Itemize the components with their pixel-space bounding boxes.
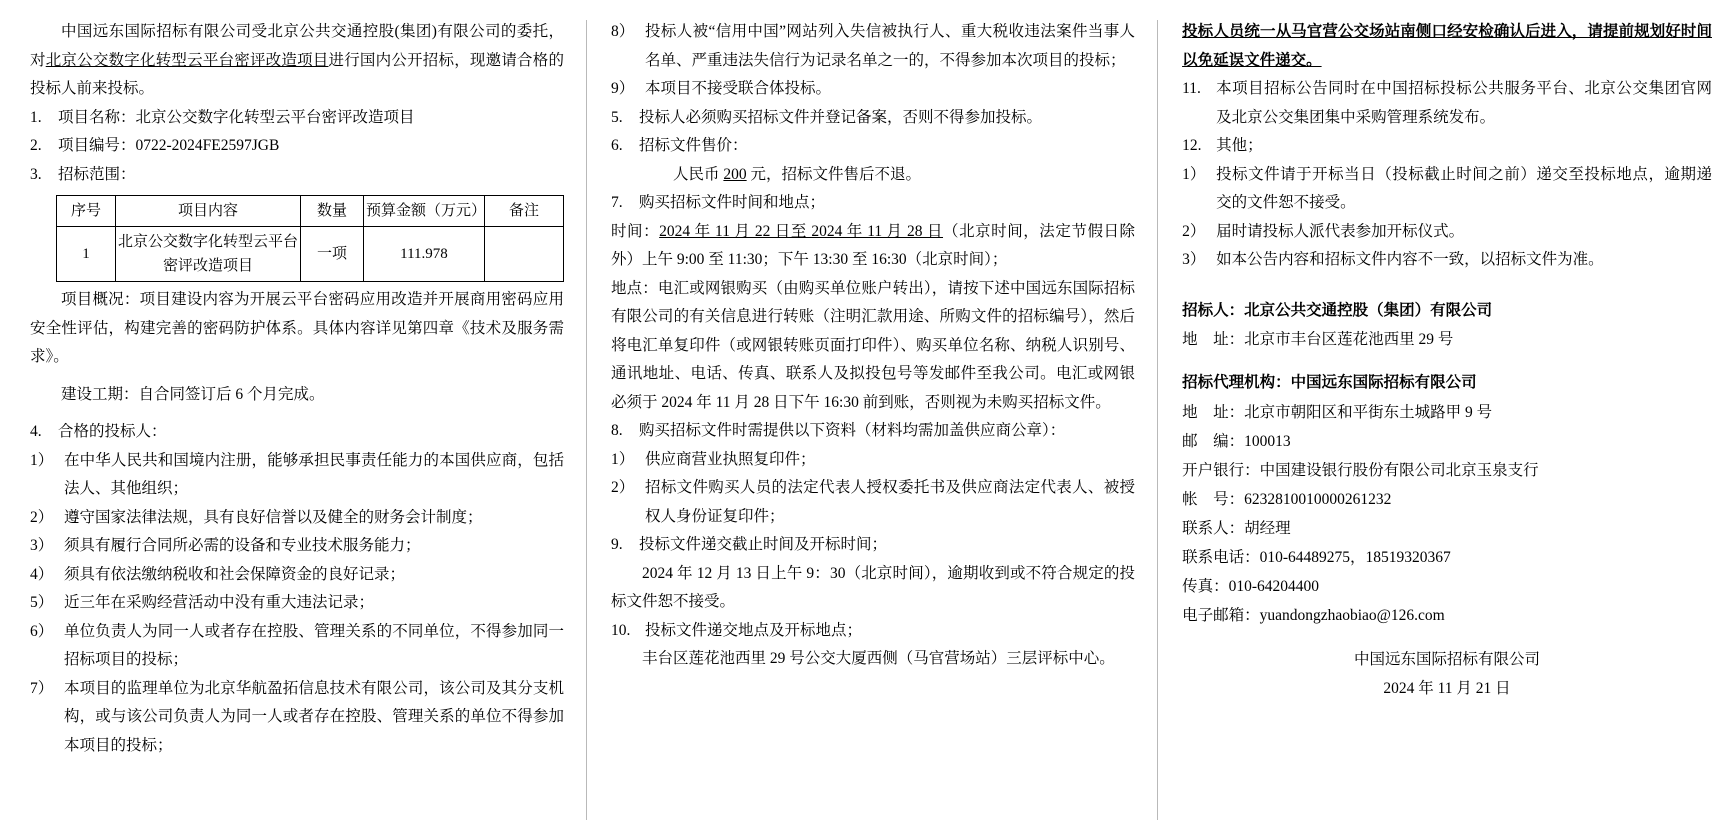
item-marker: 1） <box>1182 165 1206 183</box>
item-marker: 1） <box>30 451 54 469</box>
item-text: 其他； <box>1216 137 1263 154</box>
field-value: 100013 <box>1244 432 1291 450</box>
agency-field-fax <box>1182 572 1712 601</box>
item-marker: 2） <box>30 508 54 526</box>
list-item <box>30 589 564 618</box>
field-value: 北京市朝阳区和平街东土城路甲 9 号 <box>1244 403 1493 421</box>
item-marker: 3. <box>30 165 42 183</box>
entry-notice: 投标人员统一从马官营公交场站南侧口经安检确认后进入，请提前规划好时间以免延误文件递交。 <box>1182 23 1712 69</box>
item-marker: 3） <box>30 537 54 554</box>
list-item <box>611 132 1135 161</box>
column-left <box>12 18 586 822</box>
column-header-note: 备注 <box>485 196 564 227</box>
list-item <box>611 189 1135 218</box>
item-text: 投标人被“信用中国”网站列入失信被执行人、重大税收违法案件当事人名单、严重违法失信行为记录名单之一的，不得参加本次项目的投标； <box>645 23 1136 69</box>
item-marker: 9） <box>611 80 635 97</box>
field-label: 开户银行： <box>1182 461 1260 479</box>
field-label: 传真： <box>1182 577 1229 595</box>
item-text: 购买招标文件时需提供以下资料（材料均需加盖供应商公章）： <box>639 422 1066 439</box>
list-item <box>30 132 564 161</box>
column-header-amount: 预算金额（万元） <box>364 196 485 227</box>
field-value: 胡经理 <box>1244 519 1291 537</box>
field-label: 联系人： <box>1182 519 1245 537</box>
list-item <box>611 18 1135 75</box>
field-value: 中国建设银行股份有限公司北京玉泉支行 <box>1259 461 1539 479</box>
intro-text-part2: 进行国内公开招标，现邀请合格的投标人前来投标。 <box>30 51 564 97</box>
item-text: 项目编号：0722-2024FE2597JGB <box>58 137 280 154</box>
intro-project-underline: 北京公交数字化转型云平台密评改造项目 <box>45 51 329 69</box>
item-text: 届时请投标人派代表参加开标仪式。 <box>1216 222 1465 240</box>
column-header-name: 项目内容 <box>116 196 301 227</box>
price-prefix: 人民币 <box>673 165 724 183</box>
column-right <box>1158 18 1722 822</box>
list-item <box>611 474 1135 531</box>
item-marker: 9. <box>611 536 623 553</box>
item-marker: 1） <box>611 450 635 468</box>
agency-field-email <box>1182 601 1712 630</box>
agency-field-address <box>1182 398 1712 427</box>
item-marker: 6） <box>30 622 54 640</box>
project-overview: 项目概况：项目建设内容为开展云平台密码应用改造并开展商用密码应用安全性评估，构建完善的密码防护体系。具体内容详见第四章《技术及服务需求》。 <box>30 291 564 365</box>
item-marker: 5. <box>611 108 623 126</box>
item-text: 项目名称：北京公交数字化转型云平台密评改造项目 <box>58 108 415 126</box>
item-text: 合格的投标人： <box>58 423 167 440</box>
item-marker: 3） <box>1182 251 1206 268</box>
item-text: 本项目招标公告同时在中国招标投标公共服务平台、北京公交集团官网及北京公交集团集中采购管理系统发布。 <box>1216 80 1712 126</box>
item-marker: 7. <box>611 194 623 211</box>
time-range: 2024 年 11 月 22 日至 2024 年 11 月 28 日 <box>659 222 944 240</box>
item-text: 招标文件售价： <box>639 137 748 154</box>
item-text: 购买招标文件时间和地点； <box>639 194 826 211</box>
list-item <box>1182 161 1712 218</box>
list-item <box>30 418 564 447</box>
field-label: 帐 号： <box>1182 490 1245 508</box>
item-text: 投标人必须购买招标文件并登记备案，否则不得参加投标。 <box>639 108 1043 126</box>
bid-location-text: 丰台区莲花池西里 29 号公交大厦西侧（马官营场站）三层评标中心。 <box>642 650 1115 667</box>
item-text: 本项目不接受联合体投标。 <box>645 80 832 97</box>
item-text: 近三年在采购经营活动中没有重大违法记录； <box>64 594 375 611</box>
time-label: 时间： <box>611 222 660 240</box>
item-text: 须具有依法缴纳税收和社会保障资金的良好记录； <box>64 565 406 583</box>
item-text: 招标文件购买人员的法定代表人授权委托书及供应商法定代表人、被授权人身份证复印件； <box>645 479 1136 525</box>
item-marker: 4. <box>30 423 42 440</box>
item-marker: 2） <box>611 479 635 496</box>
list-item <box>1182 75 1712 132</box>
item-marker: 2） <box>1182 222 1206 240</box>
list-item <box>611 531 1135 560</box>
bid-deadline-text: 2024 年 12 月 13 日上午 9：30（北京时间），逾期收到或不符合规定的投标文件恕不接受。 <box>611 564 1136 610</box>
item-marker: 8. <box>611 422 623 439</box>
field-label: 地 址： <box>1182 403 1245 421</box>
intro-paragraph <box>30 18 564 104</box>
list-item <box>1182 132 1712 161</box>
item-text: 本项目的监理单位为北京华航盈拓信息技术有限公司，该公司及其分支机构，或与该公司负责人为同一人或者存在控股、管理关系的单位不得参加本项目的投标； <box>64 679 564 754</box>
list-item <box>1182 246 1712 275</box>
agency-field-account <box>1182 485 1712 514</box>
list-item <box>611 417 1135 446</box>
agency-field-phone <box>1182 543 1712 572</box>
field-label: 电子邮箱： <box>1182 606 1260 624</box>
signature-date: 2024 年 11 月 21 日 <box>1383 679 1511 697</box>
item-text: 遵守国家法律法规，具有良好信誉以及健全的财务会计制度； <box>64 508 483 526</box>
cell-seq: 1 <box>57 227 116 282</box>
cell-qty: 一项 <box>301 227 364 282</box>
list-item <box>30 104 564 133</box>
list-item <box>611 446 1135 475</box>
list-item <box>611 617 1135 646</box>
list-item <box>1182 218 1712 247</box>
item-text: 投标文件递交地点及开标地点； <box>645 621 863 639</box>
list-item <box>30 161 564 190</box>
tenderer-address-label: 地 址： <box>1182 331 1245 348</box>
field-label: 邮 编： <box>1182 432 1245 450</box>
time-tail: （北京时间，法定节假日除外）上午 9:00 至 11:30；下午 13:30 至 16:30（北京时间）； <box>611 222 1136 268</box>
agency-field-contact <box>1182 514 1712 543</box>
cell-name: 北京公交数字化转型云平台密评改造项目 <box>116 227 301 282</box>
list-item <box>611 75 1135 104</box>
price-value: 200 <box>723 165 747 183</box>
signature-company: 中国远东国际招标有限公司 <box>1354 650 1541 668</box>
table-row <box>57 227 564 282</box>
item-marker: 5） <box>30 594 54 611</box>
construction-duration: 建设工期：自合同签订后 6 个月完成。 <box>61 385 325 403</box>
item-marker: 8） <box>611 23 635 40</box>
item-text: 须具有履行合同所必需的设备和专业技术服务能力； <box>64 537 421 554</box>
item-marker: 1. <box>30 108 42 126</box>
cell-amount: 111.978 <box>364 227 485 282</box>
column-header-seq: 序号 <box>57 196 116 227</box>
item-marker: 12. <box>1182 137 1202 154</box>
item-text: 招标范围： <box>58 165 136 183</box>
list-item <box>30 618 564 675</box>
field-value: 010-64204400 <box>1228 577 1319 595</box>
agency-field-postcode <box>1182 427 1712 456</box>
item-marker: 2. <box>30 137 42 154</box>
tenderer-address-value: 北京市丰台区莲花池西里 29 号 <box>1244 331 1454 348</box>
sale-time-paragraph <box>611 218 1135 275</box>
list-item <box>611 104 1135 133</box>
list-item <box>30 532 564 561</box>
field-value: 6232810010000261232 <box>1244 490 1392 508</box>
item-text: 供应商营业执照复印件； <box>645 450 816 468</box>
table-header-row <box>57 196 564 227</box>
item-text: 投标文件递交截止时间及开标时间； <box>639 536 888 553</box>
document-price-line <box>611 161 1135 190</box>
list-item <box>30 561 564 590</box>
tenderer-address <box>1182 325 1712 354</box>
item-text: 在中华人民共和国境内注册，能够承担民事责任能力的本国供应商，包括法人、其他组织； <box>64 451 564 497</box>
cell-note <box>485 227 564 282</box>
item-marker: 11. <box>1182 80 1201 97</box>
column-middle <box>587 18 1157 822</box>
item-marker: 6. <box>611 137 623 154</box>
sale-place-paragraph: 地点：电汇或网银购买（由购买单位账户转出），请按下述中国远东国际招标有限公司的有关信息进行转账（注明汇款用途、所购文件的招标编号），然后将电汇单复印件（或网银转账页面打印件）、购买单位名称、纳税人识别号、通讯地址、电话、传真、联系人及拟投包号等发邮件至我公司。电汇或网银必须于 2024 年 11 月 28 日下午 16:30 前到账，否则视为未购买招标文件。 <box>611 279 1136 411</box>
item-text: 单位负责人为同一人或者存在控股、管理关系的不同单位，不得参加同一招标项目的投标； <box>64 622 564 668</box>
item-marker: 4） <box>30 565 54 583</box>
tenderer-title: 招标人：北京公共交通控股（集团）有限公司 <box>1182 301 1493 319</box>
price-suffix: 元，招标文件售后不退。 <box>746 165 922 183</box>
intro-text-part1: 中国远东国际招标有限公司受北京公共交通控股(集团)有限公司的委托，对 <box>30 23 564 69</box>
column-header-qty: 数量 <box>301 196 364 227</box>
field-value: yuandongzhaobiao@126.com <box>1259 606 1445 624</box>
list-item <box>30 675 564 761</box>
item-text: 如本公告内容和招标文件内容不一致，以招标文件为准。 <box>1216 251 1604 268</box>
list-item <box>30 447 564 504</box>
list-item <box>30 504 564 533</box>
item-marker: 10. <box>611 621 631 639</box>
field-label: 联系电话： <box>1182 548 1260 566</box>
item-text: 投标文件请于开标当日（投标截止时间之前）递交至投标地点，逾期递交的文件恕不接受。 <box>1216 165 1712 211</box>
item-marker: 7） <box>30 679 54 697</box>
agency-field-bank <box>1182 456 1712 485</box>
field-value: 010-64489275，18519320367 <box>1259 548 1451 566</box>
agency-title: 招标代理机构：中国远东国际招标有限公司 <box>1182 374 1477 391</box>
budget-table <box>56 195 564 282</box>
